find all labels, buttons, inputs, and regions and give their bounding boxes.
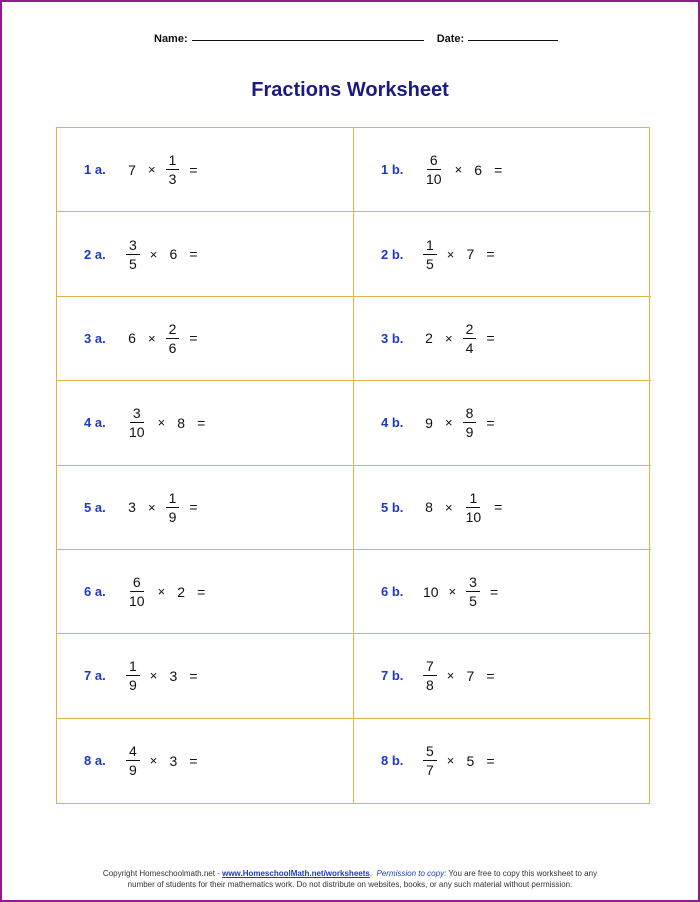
equals-sign: =	[494, 161, 503, 178]
problem-cell	[57, 719, 354, 803]
times-operator: ×	[448, 584, 457, 600]
fraction-numerator: 1	[166, 490, 180, 508]
problem-label: 8 b.	[381, 753, 404, 769]
fraction	[463, 405, 477, 440]
fraction-denominator: 6	[168, 339, 177, 356]
times-operator: ×	[157, 415, 166, 431]
times-operator: ×	[157, 584, 166, 600]
fraction	[423, 743, 437, 778]
fraction	[166, 490, 180, 525]
fraction-numerator: 1	[166, 152, 180, 170]
problem-expression	[419, 574, 504, 609]
footer-permission-label: Permission to copy:	[376, 869, 447, 878]
fraction-denominator: 9	[129, 677, 137, 694]
fraction	[126, 237, 140, 272]
fraction-denominator: 9	[129, 762, 137, 779]
fraction-denominator: 3	[168, 171, 177, 188]
whole-number: 7	[466, 667, 475, 684]
fraction-numerator: 3	[130, 405, 144, 423]
whole-number: 6	[474, 161, 483, 178]
problem-cell	[57, 550, 354, 634]
fraction-numerator: 1	[126, 658, 140, 676]
fraction-denominator: 5	[469, 593, 477, 610]
fraction-numerator: 2	[463, 321, 477, 339]
fraction	[166, 321, 180, 356]
fraction	[166, 152, 180, 187]
problem-label: 3 b.	[381, 330, 404, 346]
problem-label: 5 a.	[84, 499, 106, 515]
problem-expression	[122, 490, 204, 525]
problem-label: 1 a.	[84, 162, 106, 178]
date-label: Date:	[436, 33, 465, 45]
problem-cell	[57, 212, 354, 296]
times-operator: ×	[149, 753, 158, 769]
problem-cell	[57, 128, 354, 212]
whole-number: 3	[169, 667, 178, 684]
problem-expression	[122, 321, 204, 356]
problem-expression	[419, 490, 508, 525]
fraction-denominator: 7	[426, 762, 434, 779]
equals-sign: =	[486, 246, 495, 263]
whole-number: 2	[177, 583, 186, 600]
times-operator: ×	[148, 162, 156, 178]
whole-number: 7	[466, 246, 475, 263]
fraction-numerator: 1	[423, 237, 437, 255]
equals-sign: =	[494, 499, 503, 516]
fraction-numerator: 3	[126, 237, 140, 255]
problem-cell	[57, 297, 354, 381]
header-line	[154, 33, 574, 51]
fraction-numerator: 8	[463, 405, 477, 423]
problem-cell	[57, 634, 354, 718]
problem-label: 3 a.	[84, 330, 106, 346]
date-blank-line	[468, 39, 558, 41]
fraction-numerator: 3	[466, 574, 480, 592]
problem-label: 6 a.	[84, 584, 106, 600]
fraction-denominator: 4	[465, 339, 474, 356]
equals-sign: =	[486, 667, 495, 684]
fraction-numerator: 1	[466, 490, 480, 508]
problem-label: 7 b.	[381, 668, 404, 684]
times-operator: ×	[149, 246, 158, 262]
fraction	[423, 658, 437, 693]
fraction-numerator: 4	[126, 743, 140, 761]
times-operator: ×	[446, 668, 455, 684]
fraction	[126, 743, 140, 778]
whole-number: 3	[128, 499, 136, 516]
problem-label: 2 b.	[381, 246, 404, 262]
whole-number: 6	[128, 330, 136, 347]
problem-cell	[354, 128, 651, 212]
footer-permission-text: You are free to copy this worksheet to any	[446, 869, 598, 878]
footer-link[interactable]: www.HomeschoolMath.net/worksheets	[222, 869, 370, 878]
name-blank-line	[192, 39, 424, 41]
fraction-denominator: 9	[168, 508, 177, 525]
problem-expression	[122, 743, 204, 778]
footer-line-2: number of students for their mathematics work. Do not distribute on websites, books, or any such material without permission.	[127, 880, 573, 889]
whole-number: 8	[425, 499, 433, 516]
times-operator: ×	[445, 499, 453, 515]
problem-expression	[122, 405, 211, 440]
fraction	[466, 574, 480, 609]
problem-expression	[419, 152, 508, 187]
fraction-denominator: 9	[465, 424, 474, 441]
fraction-denominator: 5	[426, 255, 434, 272]
name-label: Name:	[154, 33, 188, 45]
times-operator: ×	[446, 753, 455, 769]
problem-cell	[57, 381, 354, 465]
problem-label: 6 b.	[381, 584, 404, 600]
times-operator: ×	[445, 330, 453, 346]
problem-cell	[354, 634, 651, 718]
whole-number: 2	[425, 330, 433, 347]
problem-cell	[354, 212, 651, 296]
fraction	[126, 405, 148, 440]
problem-cell	[354, 381, 651, 465]
fraction	[126, 658, 140, 693]
fraction-denominator: 10	[426, 171, 442, 188]
whole-number: 3	[169, 752, 178, 769]
equals-sign: =	[197, 414, 206, 431]
problem-expression	[122, 574, 211, 609]
problem-cell	[354, 297, 651, 381]
problem-label: 1 b.	[381, 162, 404, 178]
equals-sign: =	[189, 667, 198, 684]
fraction-numerator: 6	[427, 152, 441, 170]
whole-number: 9	[425, 414, 433, 431]
problem-expression	[419, 743, 501, 778]
equals-sign: =	[489, 583, 499, 600]
problem-label: 7 a.	[84, 668, 106, 684]
equals-sign: =	[486, 330, 495, 347]
footer: Copyright Homeschoolmath.net - www.HomeschoolMath.net/worksheets. Permission to copy: You are free to copy this worksheet to any number of students for their mathematics work. Do not distribute on websites, books, or any such material without permission.	[102, 869, 598, 889]
fraction	[423, 237, 437, 272]
problem-label: 4 b.	[381, 415, 404, 431]
fraction	[126, 574, 148, 609]
equals-sign: =	[486, 414, 495, 431]
page-title: Fractions Worksheet	[251, 79, 449, 101]
equals-sign: =	[189, 330, 198, 347]
equals-sign: =	[486, 752, 495, 769]
whole-number: 5	[466, 752, 475, 769]
fraction	[463, 490, 485, 525]
problem-label: 2 a.	[84, 246, 106, 262]
problem-expression	[122, 237, 204, 272]
whole-number: 8	[177, 414, 186, 431]
times-operator: ×	[445, 415, 453, 431]
whole-number: 7	[128, 161, 136, 178]
fraction	[463, 321, 477, 356]
equals-sign: =	[189, 161, 198, 178]
fraction-numerator: 6	[130, 574, 144, 592]
fraction	[423, 152, 445, 187]
fraction-denominator: 10	[129, 424, 145, 441]
whole-number: 10	[423, 583, 439, 600]
fraction-numerator: 2	[166, 321, 180, 339]
times-operator: ×	[454, 162, 463, 178]
problem-expression	[419, 237, 501, 272]
whole-number: 6	[169, 246, 178, 263]
problem-cell	[57, 466, 354, 550]
problem-label: 4 a.	[84, 415, 106, 431]
fraction-denominator: 8	[426, 677, 434, 694]
problem-expression	[419, 321, 501, 356]
footer-copyright: Copyright Homeschoolmath.net -	[102, 869, 223, 878]
fraction-numerator: 5	[423, 743, 437, 761]
fraction-denominator: 10	[129, 593, 145, 610]
problem-cell	[354, 550, 651, 634]
problem-cell	[354, 466, 651, 550]
fraction-denominator: 5	[129, 255, 137, 272]
equals-sign: =	[189, 499, 198, 516]
problem-label: 5 b.	[381, 499, 404, 515]
equals-sign: =	[189, 246, 198, 263]
problem-cell	[354, 719, 651, 803]
times-operator: ×	[446, 246, 455, 262]
problem-expression	[122, 658, 204, 693]
problem-expression	[419, 658, 501, 693]
times-operator: ×	[148, 330, 156, 346]
times-operator: ×	[149, 668, 158, 684]
fraction-denominator: 10	[465, 508, 482, 525]
problem-expression	[122, 152, 204, 187]
problem-grid	[56, 127, 650, 804]
equals-sign: =	[189, 752, 198, 769]
problem-expression	[419, 405, 501, 440]
times-operator: ×	[148, 499, 156, 515]
equals-sign: =	[197, 583, 206, 600]
fraction-numerator: 7	[423, 658, 437, 676]
problem-label: 8 a.	[84, 753, 106, 769]
